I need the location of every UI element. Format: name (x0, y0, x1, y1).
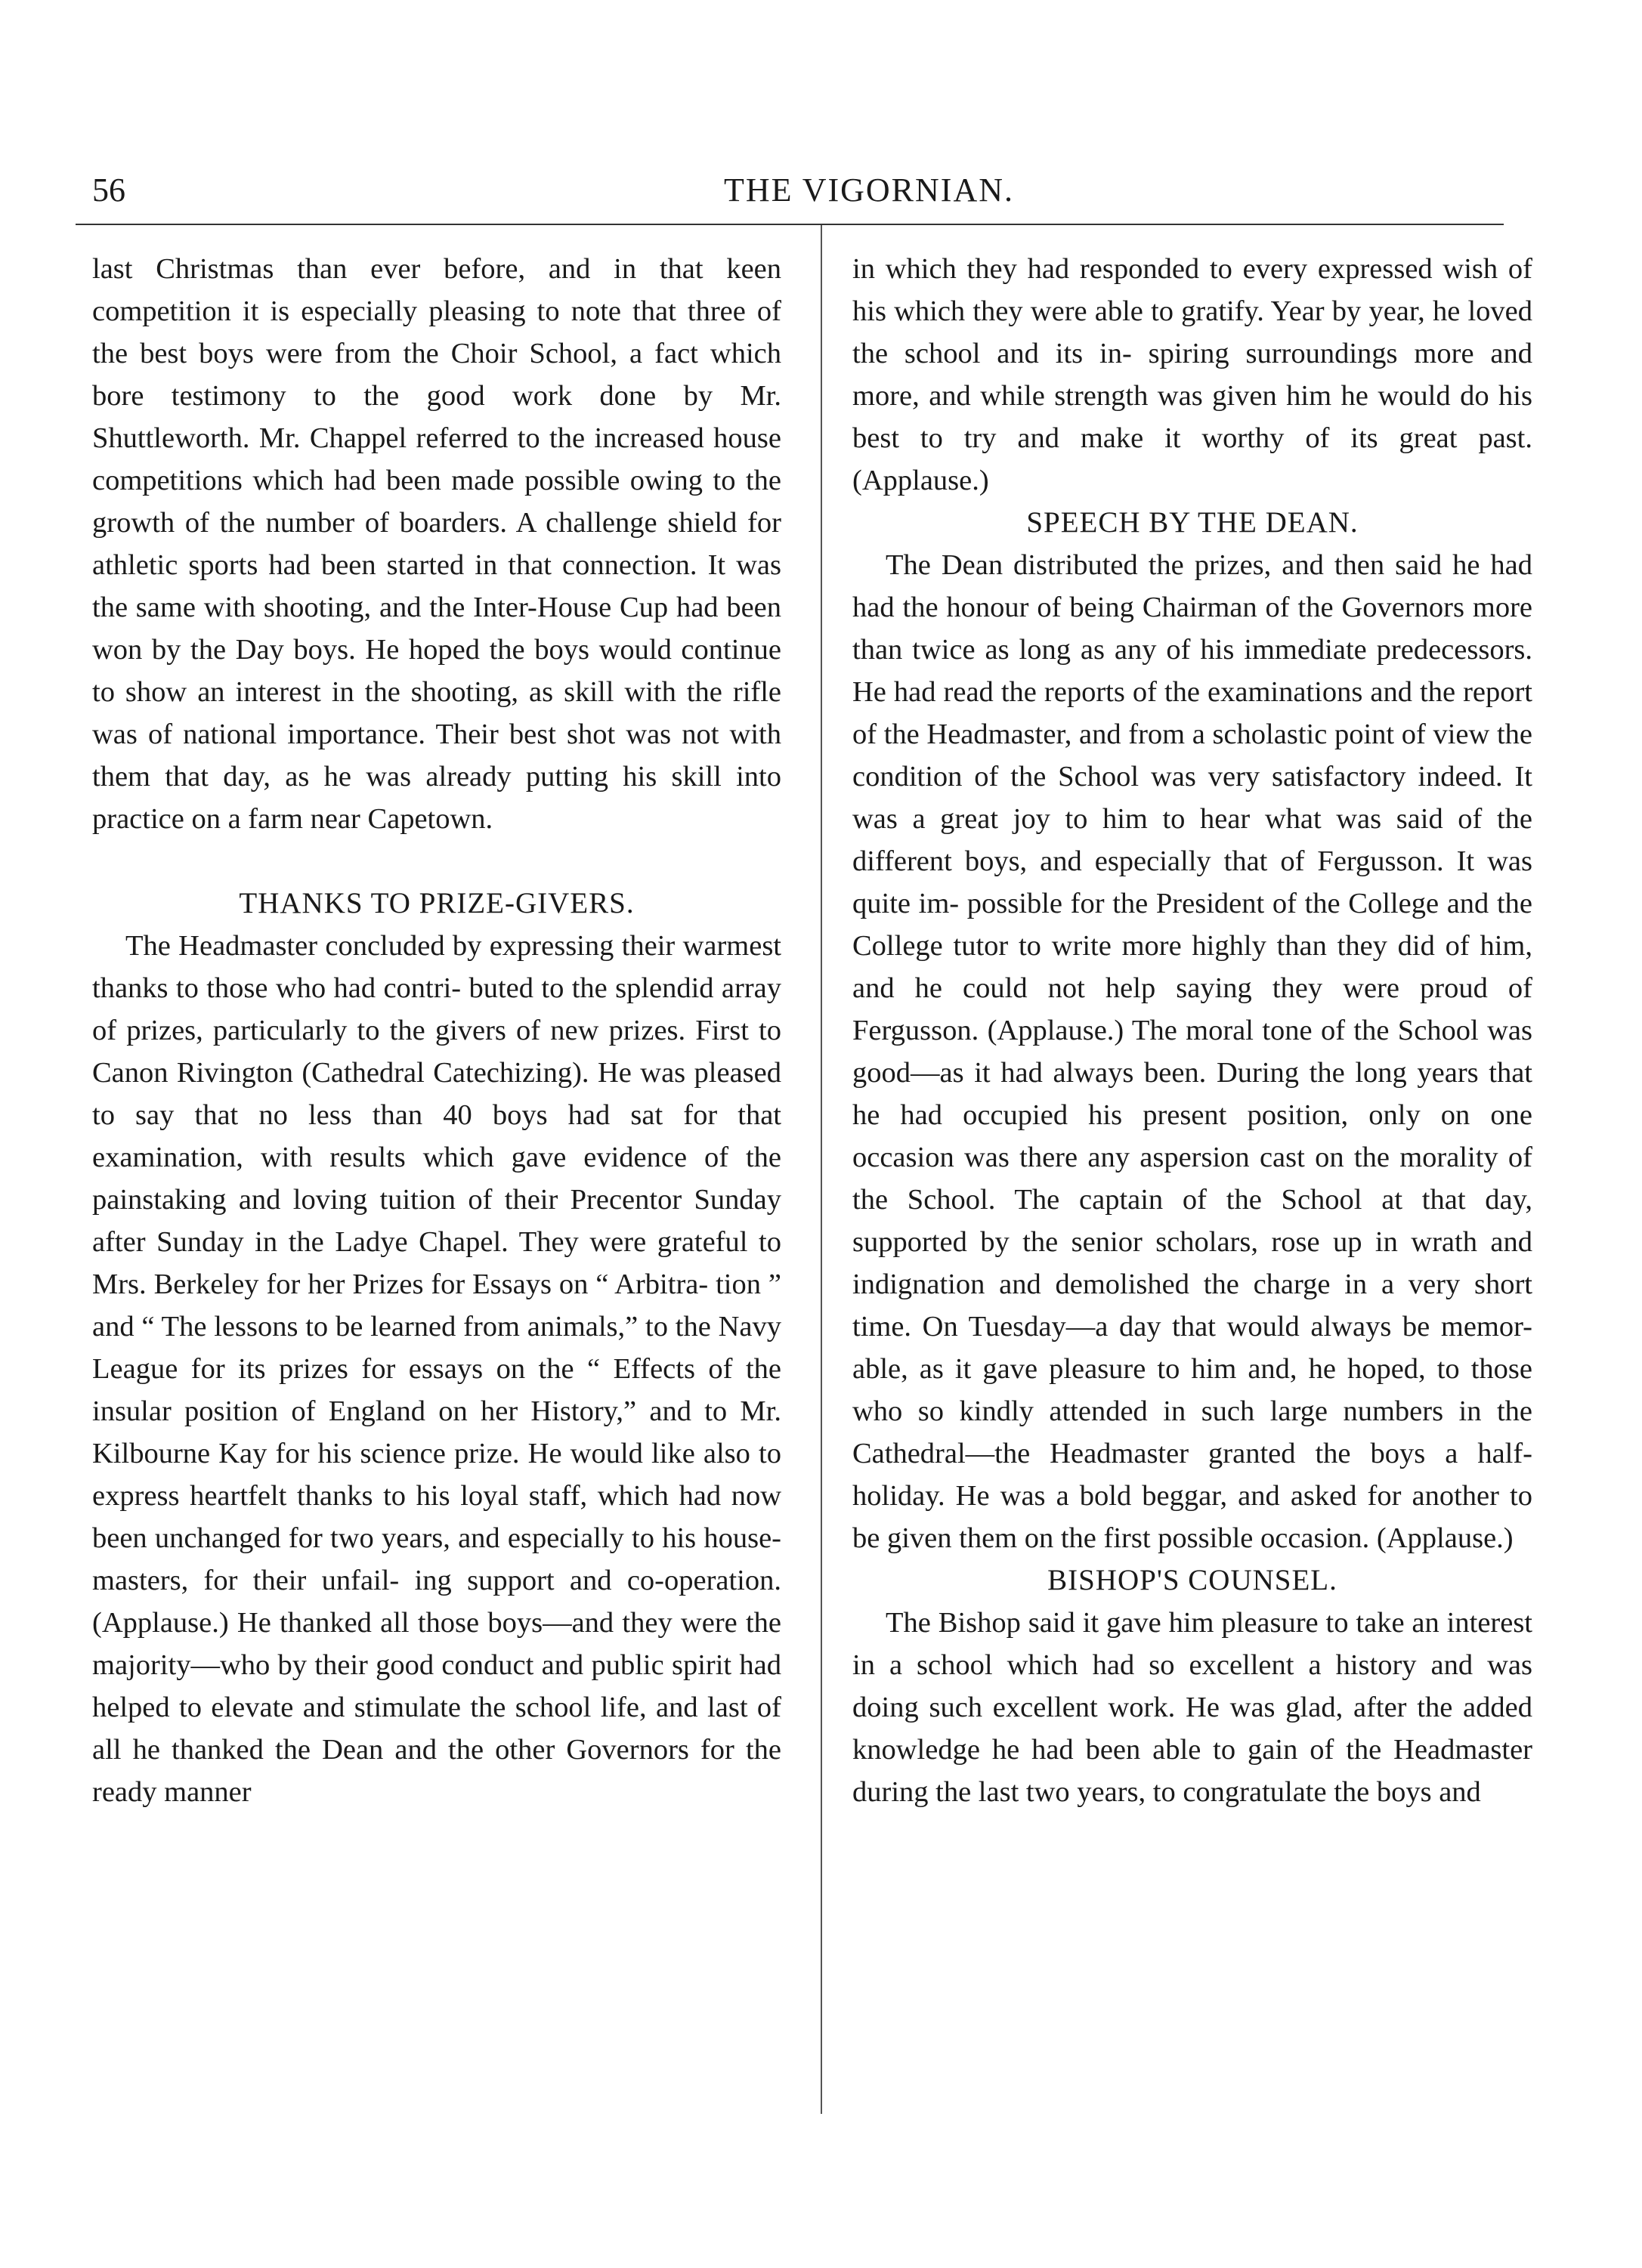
left-column (92, 248, 781, 1813)
header-rule (76, 224, 1504, 225)
section-heading-thanks: THANKS TO PRIZE-GIVERS. (239, 887, 635, 919)
running-head-title: THE VIGORNIAN. (723, 171, 1015, 209)
section-heading-bishop: BISHOP'S COUNSEL. (1047, 1564, 1337, 1596)
left-paragraph-2: The Headmaster concluded by expressing their warmest thanks to those who had contri- buted to the splendid array of prizes, particularly to the givers of new prizes. First to Canon Rivington (Cathedral Catechizing). He was pleased to say that no less than 40 boys had sat for that examination, with results which gave evidence of the painstaking and loving tuition of their Precentor Sunday after Sunday in the Ladye Chapel. They were grateful to Mrs. Berkeley for her Prizes for Essays on “ Arbitra- tion ” and “ The lessons to be learned from animals,” to the Navy League for its prizes for essays on the “ Effects of the insular position of England on her History,” and to Mr. Kilbourne Kay for his science prize. He would like also to express heartfelt thanks to his loyal staff, which had now been unchanged for two years, and especially to his house-masters, for their unfail- ing support and co-operation. (Applause.) He thanked all those boys—and they were the majority—who by their good conduct and public spirit had helped to elevate and stimulate the school life, and last of all he thanked the Dean and the other Governors for the ready manner (92, 930, 781, 1808)
left-paragraph-1: last Christmas than ever before, and in that keen competition it is especially pleasing to note that three of the best boys were from the Choir School, a fact which bore testimony to the good work done by Mr. Shuttleworth. Mr. Chappel referred to the increased house competitions which had been made possible owing to the growth of the number of boarders. A challenge shield for athletic sports had been started in that connection. It was the same with shooting, and the Inter-House Cup had been won by the Day boys. He hoped the boys would continue to show an interest in the shooting, as skill with the rifle was of national importance. Their best shot was not with them that day, as he was already putting his skill into practice on a farm near Capetown. (92, 253, 781, 835)
right-column (852, 248, 1532, 1813)
section-heading-dean: SPEECH BY THE DEAN. (1026, 506, 1359, 539)
right-paragraph-1: in which they had responded to every expressed wish of his which they were able to gratify. Year by year, he loved the school and its in- spiring surroundings more and more, and while strength was given him he would do his best to try and make it worthy of its great past. (Applause.) (852, 253, 1532, 496)
right-paragraph-3: The Bishop said it gave him pleasure to take an interest in a school which had so excellent a history and was doing such excellent work. He was glad, after the added knowledge he had been able to gain of the Headmaster during the last two years, to congratulate the boys and (852, 1607, 1532, 1808)
right-paragraph-2: The Dean distributed the prizes, and then said he had had the honour of being Chairman of the Governors more than twice as long as any of his immediate predecessors. He had read the reports of the examinations and the report of the Headmaster, and from a scholastic point of view the condition of the School was very satisfactory indeed. It was a great joy to him to hear what was said of the different boys, and especially that of Fergusson. It was quite im- possible for the President of the College and the College tutor to write more highly than they did of him, and he could not help saying they were proud of Fergusson. (Applause.) The moral tone of the School was good—as it had always been. During the long years that he had occupied his present position, only on one occasion was there any aspersion cast on the morality of the School. The captain of the School at that day, supported by the senior scholars, rose up in wrath and indignation and demolished the charge in a very short time. On Tuesday—a day that would always be memor- able, as it gave pleasure to him and, he hoped, to those who so kindly attended in such large numbers in the Cathedral—the Headmaster granted the boys a half-holiday. He was a bold beggar, and asked for another to be given them on the first possible occasion. (Applause.) (852, 549, 1532, 1554)
column-divider (821, 225, 822, 2114)
page-number: 56 (92, 171, 125, 209)
